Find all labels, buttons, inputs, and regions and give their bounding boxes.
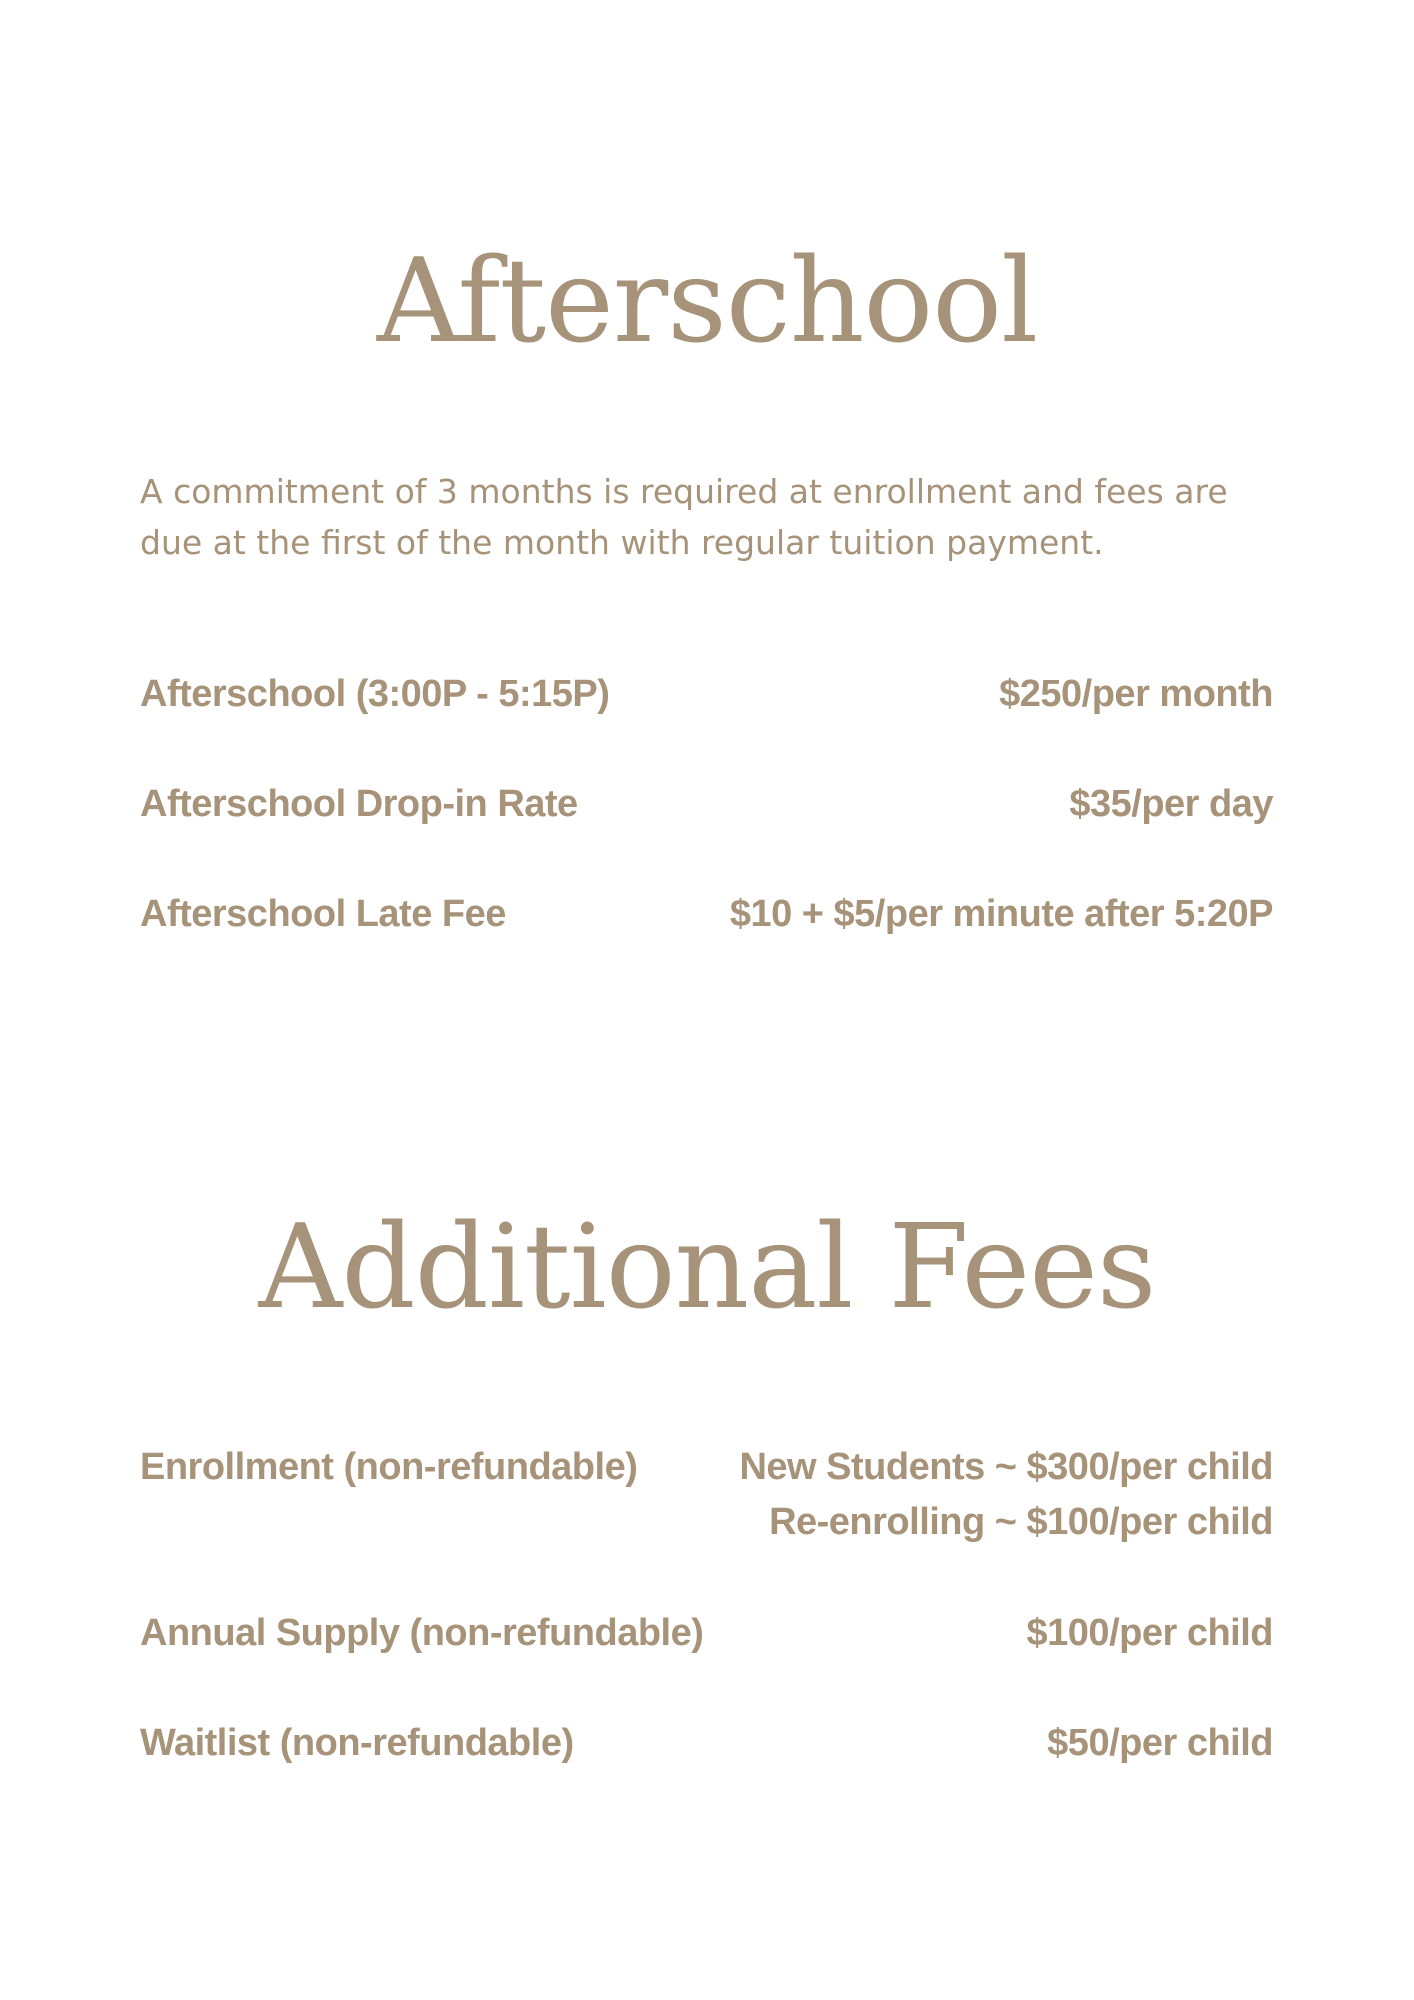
fee-label: Annual Supply (non-refundable) [140,1612,704,1654]
afterschool-title: Afterschool [376,234,1038,369]
fee-row-waitlist [140,1716,1273,1771]
fee-row-afterschool-regular [140,667,1273,722]
fee-value-re-enrolling: Re-enrolling ~ $100/per child [769,1501,1273,1543]
fee-label: Afterschool Late Fee [140,893,506,935]
fee-label: Waitlist (non-refundable) [140,1722,574,1764]
fee-value: $35/per day [1069,783,1273,825]
fee-label: Afterschool Drop-in Rate [140,783,578,825]
fee-value: $50/per child [1047,1722,1273,1764]
fee-label: Enrollment (non-refundable) [140,1446,638,1488]
fee-value: $250/per month [999,673,1273,715]
fee-value-new-students: New Students ~ $300/per child [739,1446,1273,1488]
additional-fees-title: Additional Fees [258,1200,1156,1335]
fee-label: Afterschool (3:00P - 5:15P) [140,673,610,715]
fee-row-afterschool-drop-in [140,777,1273,832]
fee-value: $100/per child [1026,1612,1273,1654]
fee-row-annual-supply [140,1606,1273,1661]
afterschool-intro: A commitment of 3 months is required at enrollment and fees are due at the first of the month with regular tuition payment. [140,472,1228,562]
fee-row-afterschool-late-fee [140,887,1273,942]
fee-value: $10 + $5/per minute after 5:20P [729,893,1273,935]
fee-value [739,1440,1273,1550]
fee-row-enrollment [140,1440,1273,1550]
